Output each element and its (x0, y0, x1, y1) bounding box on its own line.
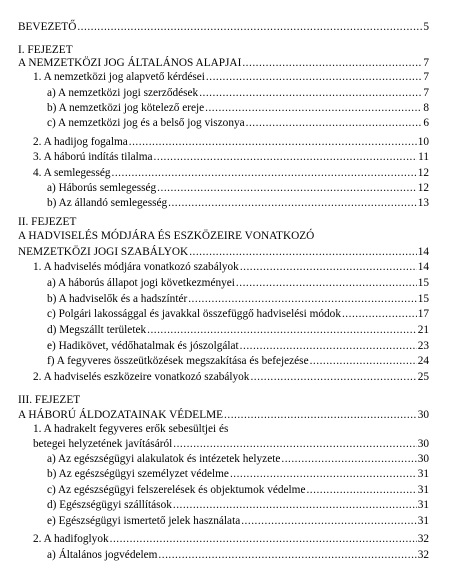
toc-entry[interactable] (47, 276, 429, 290)
toc-entry-label: 2. A hadviselés eszközeire vonatkozó szabályok (33, 371, 250, 383)
dot-leader (224, 408, 417, 422)
toc-entry[interactable] (47, 116, 429, 130)
toc-page-number: 7 (423, 87, 429, 99)
toc-page-number: 32 (417, 549, 429, 561)
dot-leader (281, 452, 416, 466)
toc-page-number: 10 (417, 136, 429, 148)
dot-leader (157, 181, 417, 195)
dot-leader (147, 323, 417, 337)
dot-leader (112, 166, 417, 180)
toc-page-number: 15 (417, 277, 429, 289)
toc-page-number: 12 (417, 182, 429, 194)
toc-entry[interactable] (47, 354, 429, 368)
toc-entry-label: A NEMZETKÖZI JOG ÁLTALÁNOS ALAPJAI (18, 57, 242, 69)
toc-page-number: 14 (417, 246, 429, 258)
toc-entry[interactable] (33, 260, 429, 274)
dot-leader (189, 245, 417, 259)
toc-entry-label: a) Általános jogvédelem (47, 549, 158, 561)
dot-leader (240, 260, 417, 274)
toc-entry[interactable] (18, 56, 429, 70)
toc-entry[interactable] (47, 196, 429, 210)
dot-leader (199, 86, 422, 100)
toc-entry-label: 3. A háború indítás tilalma (33, 151, 153, 163)
toc-page-number: 15 (417, 293, 429, 305)
toc-page-number: 23 (417, 340, 429, 352)
toc-entry-label: f) A fegyveres összeütközések megszakítása és befejezése (47, 355, 309, 367)
toc-entry[interactable] (18, 408, 429, 422)
toc-page-number: 30 (417, 453, 429, 465)
dot-leader (188, 292, 416, 306)
toc-entry-label: b) Az egészségügyi személyzet védelme (47, 468, 229, 480)
toc-entry-label: a) Háborús semlegesség (47, 182, 157, 194)
toc-page-number: 6 (423, 117, 429, 129)
toc-entry-label: 1. A nemzetközi jog alapvető kérdései (33, 71, 205, 83)
toc-entry-label: betegei helyzetének javításáról (33, 438, 173, 450)
toc-entry-label: 4. A semlegesség (33, 167, 111, 179)
toc-entry-label: b) A nemzetközi jog kötelező ereje (47, 102, 205, 114)
toc-page-number: 7 (423, 71, 429, 83)
toc-entry[interactable] (47, 548, 429, 562)
toc-entry[interactable] (33, 70, 429, 84)
toc-entry[interactable] (47, 339, 429, 353)
toc-entry-label: c) Az egészségügyi felszerelések és objektumok védelme (47, 484, 306, 496)
toc-page-number: 13 (417, 197, 429, 209)
toc-entry[interactable] (47, 101, 429, 115)
toc-entry[interactable] (33, 135, 429, 149)
toc-entry[interactable] (47, 467, 429, 481)
dot-leader (168, 196, 417, 210)
toc-entry-label: a) A nemzetközi jogi szerződések (47, 87, 199, 99)
toc-page-number: 14 (417, 261, 429, 273)
toc-entry-label: c) Polgári lakossággal és javakkal összefüggő hadviselési módok (47, 308, 341, 320)
toc-entry-label: d) Megszállt területek (47, 324, 147, 336)
dot-leader (205, 101, 422, 115)
toc-entry-label: 2. A hadifoglyok (33, 533, 109, 545)
toc-heading: II. FEJEZET (18, 216, 77, 228)
toc-page-number: 11 (418, 151, 429, 163)
toc-entry-label: 2. A hadijog fogalma (33, 136, 128, 148)
dot-leader (230, 467, 417, 481)
toc-entry[interactable] (33, 150, 429, 164)
toc-entry[interactable] (33, 437, 429, 451)
toc-heading: I. FEJEZET (18, 44, 73, 56)
toc-entry[interactable] (47, 181, 429, 195)
toc-entry[interactable] (47, 323, 429, 337)
toc-page-number: 31 (417, 484, 429, 496)
toc-page-number: 31 (417, 515, 429, 527)
dot-leader (154, 150, 418, 164)
toc-entry-label: A HÁBORÚ ÁLDOZATAINAK VÉDELME (18, 409, 224, 421)
toc-entry[interactable] (18, 245, 429, 259)
dot-leader (173, 498, 417, 512)
toc-entry-label: a) A háborús állapot jogi következményei (47, 277, 235, 289)
dot-leader (77, 20, 422, 34)
dot-leader (236, 276, 417, 290)
dot-leader (306, 483, 416, 497)
dot-leader (129, 135, 417, 149)
toc-heading: A HADVISELÉS MÓDJÁRA ÉS ESZKÖZEIRE VONATKOZÓ (18, 230, 315, 242)
dot-leader (342, 307, 417, 321)
toc-entry-label: BEVEZETŐ (18, 21, 77, 33)
dot-leader (246, 116, 423, 130)
toc-page-number: 30 (417, 409, 429, 421)
toc-entry[interactable] (47, 483, 429, 497)
toc-entry-label: b) Az állandó semlegesség (47, 197, 168, 209)
toc-entry[interactable] (47, 292, 429, 306)
toc-entry[interactable] (47, 307, 429, 321)
dot-leader (158, 548, 416, 562)
toc-entry-label: e) Hadikövet, védőhatalmak és jószolgálat (47, 340, 239, 352)
toc-page-number: 25 (417, 371, 429, 383)
toc-entry[interactable] (33, 166, 429, 180)
toc-page-number: 17 (417, 308, 429, 320)
dot-leader (110, 532, 417, 546)
toc-page-number: 32 (417, 533, 429, 545)
toc-page-number: 7 (423, 57, 429, 69)
toc-entry[interactable] (33, 370, 429, 384)
toc-entry[interactable] (47, 498, 429, 512)
toc-page-number: 31 (417, 468, 429, 480)
toc-page-number: 21 (417, 324, 429, 336)
toc-entry[interactable] (47, 514, 429, 528)
toc-heading: 1. A hadrakelt fegyveres erők sebesültjei és (33, 423, 229, 435)
dot-leader (242, 56, 422, 70)
toc-entry-label: c) A nemzetközi jog és a belső jog viszonya (47, 117, 245, 129)
toc-entry-label: NEMZETKÖZI JOGI SZABÁLYOK (18, 246, 189, 258)
toc-entry-label: e) Egészségügyi ismertető jelek használata (47, 515, 241, 527)
toc-page-number: 5 (423, 21, 429, 33)
toc-entry[interactable] (18, 20, 429, 34)
toc-entry-label: d) Egészségügyi szállítások (47, 499, 172, 511)
dot-leader (206, 70, 422, 84)
toc-page-number: 31 (417, 499, 429, 511)
toc-entry[interactable] (47, 86, 429, 100)
toc-page-number: 12 (417, 167, 429, 179)
toc-entry[interactable] (33, 532, 429, 546)
toc-page-number: 30 (417, 438, 429, 450)
dot-leader (240, 339, 417, 353)
dot-leader (250, 370, 416, 384)
toc-entry-label: b) A hadviselők és a hadszíntér (47, 293, 188, 305)
toc-entry-label: 1. A hadviselés módjára vonatkozó szabályok (33, 261, 239, 273)
toc-page-number: 24 (417, 355, 429, 367)
dot-leader (173, 437, 416, 451)
toc-entry-label: a) Az egészségügyi alakulatok és intézetek helyzete (47, 453, 281, 465)
dot-leader (241, 514, 416, 528)
toc-entry[interactable] (47, 452, 429, 466)
toc-heading: III. FEJEZET (18, 394, 81, 406)
dot-leader (310, 354, 417, 368)
toc-page-number: 8 (423, 102, 429, 114)
